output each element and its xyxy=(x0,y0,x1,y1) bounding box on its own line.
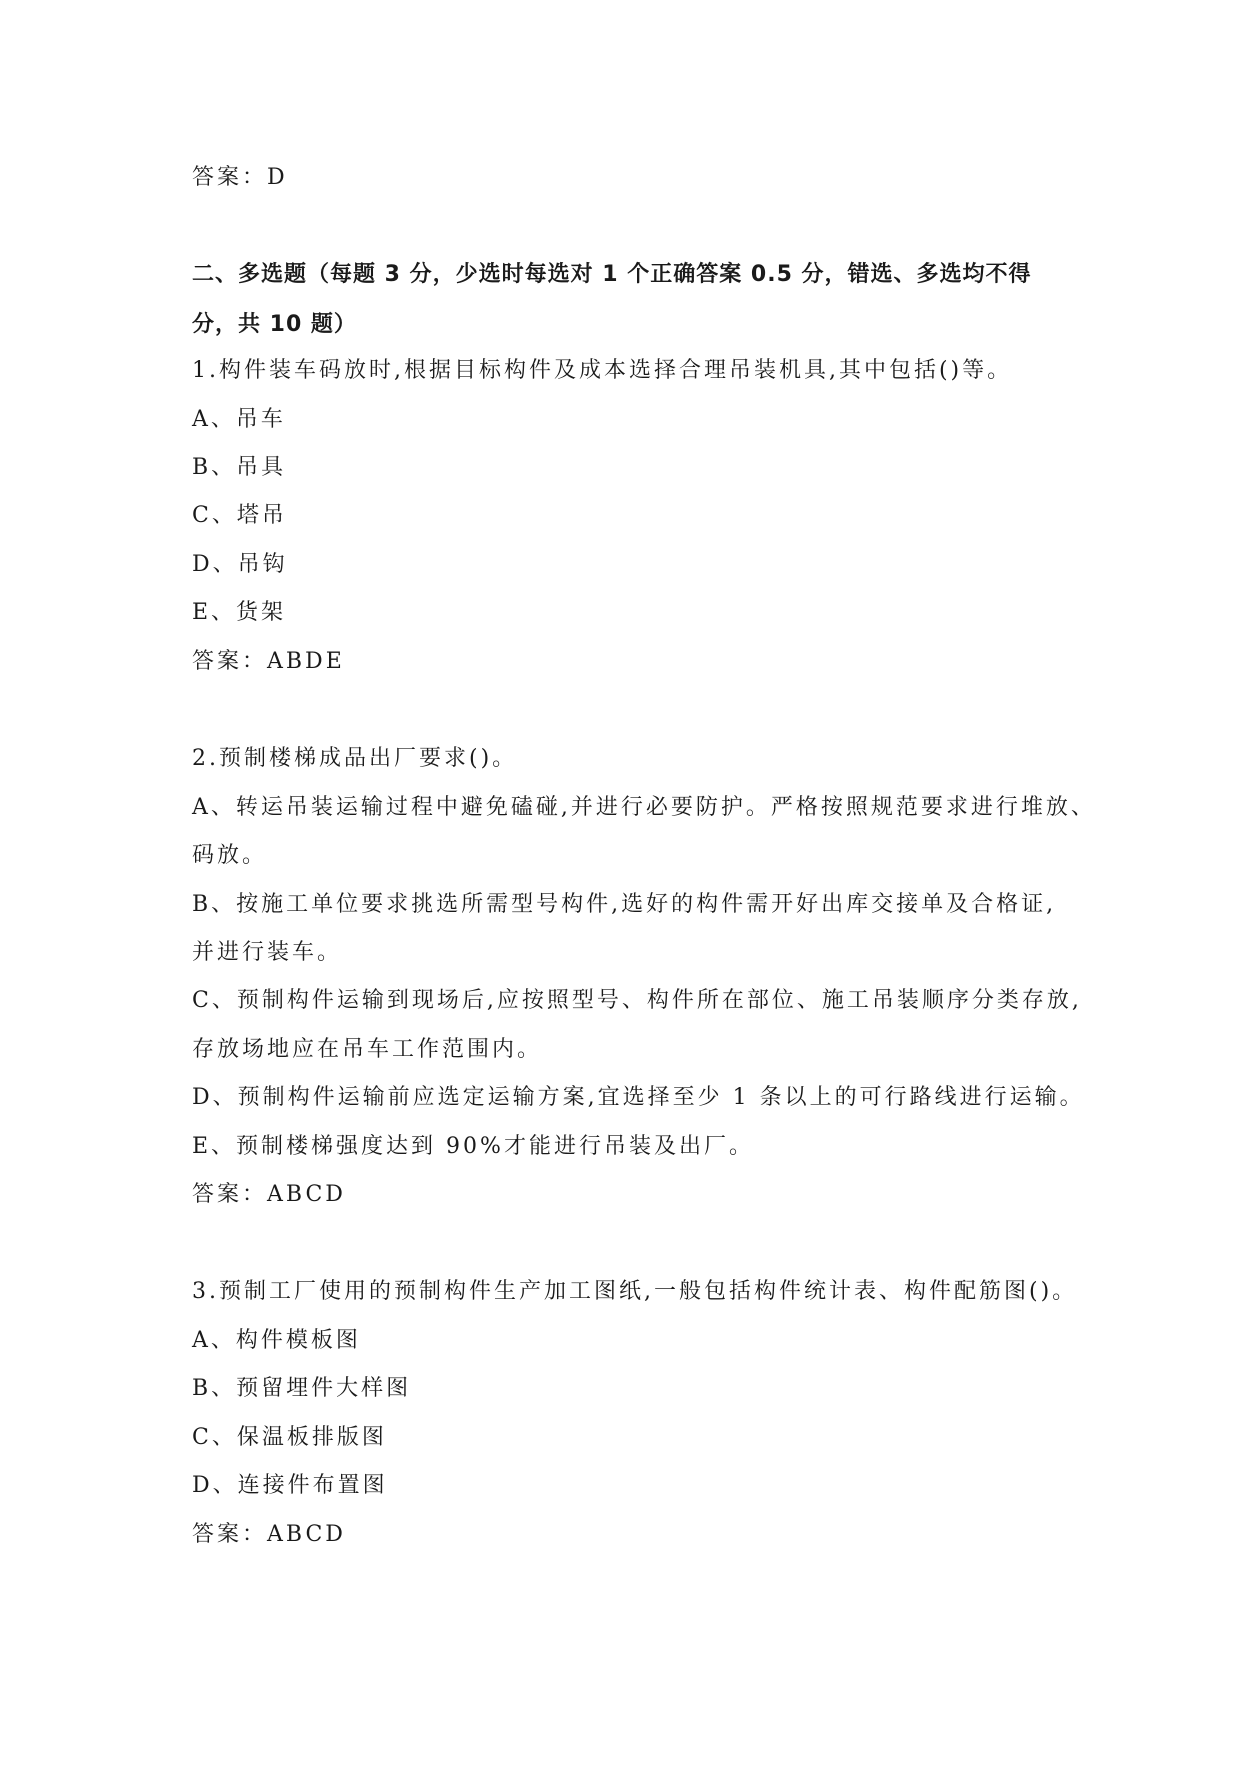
question-2-option-b-line-1: B、按施工单位要求挑选所需型号构件,选好的构件需开好出库交接单及合格证, xyxy=(192,892,1057,917)
question-1-option-d: D、吊钩 xyxy=(192,552,288,577)
question-3-option-d: D、连接件布置图 xyxy=(192,1473,388,1498)
question-2-option-a-line-2: 码放。 xyxy=(192,843,268,868)
question-2-option-c-line-1: C、预制构件运输到现场后,应按照型号、构件所在部位、施工吊装顺序分类存放, xyxy=(192,988,1082,1013)
question-1-stem: 1.构件装车码放时,根据目标构件及成本选择合理吊装机具,其中包括()等。 xyxy=(192,358,1013,383)
question-3-answer: 答案：ABCD xyxy=(192,1522,346,1547)
question-2-option-d: D、预制构件运输前应选定运输方案,宜选择至少 1 条以上的可行路线进行运输。 xyxy=(192,1085,1085,1110)
question-1-option-c: C、塔吊 xyxy=(192,503,287,528)
question-2-option-c-line-2: 存放场地应在吊车工作范围内。 xyxy=(192,1037,543,1062)
question-1-answer: 答案：ABDE xyxy=(192,649,345,674)
section-title-line-1: 二、多选题（每题 3 分，少选时每选对 1 个正确答案 0.5 分，错选、多选均不得 xyxy=(192,262,1032,287)
question-3-stem: 3.预制工厂使用的预制构件生产加工图纸,一般包括构件统计表、构件配筋图()。 xyxy=(192,1279,1078,1304)
question-2-option-a-line-1: A、转运吊装运输过程中避免磕碰,并进行必要防护。严格按照规范要求进行堆放、 xyxy=(192,795,1096,820)
question-1-option-a: A、吊车 xyxy=(192,407,286,432)
question-3-option-c: C、保温板排版图 xyxy=(192,1425,387,1450)
question-2-answer: 答案：ABCD xyxy=(192,1182,346,1207)
question-3-option-a: A、构件模板图 xyxy=(192,1328,361,1353)
question-1-option-b: B、吊具 xyxy=(192,455,287,480)
question-2-option-b-line-2: 并进行装车。 xyxy=(192,940,343,965)
question-3-option-b: B、预留埋件大样图 xyxy=(192,1376,412,1401)
previous-answer: 答案：D xyxy=(192,165,288,190)
question-2-option-e: E、预制楼梯强度达到 90%才能进行吊装及出厂。 xyxy=(192,1134,754,1159)
question-2-stem: 2.预制楼梯成品出厂要求()。 xyxy=(192,746,518,771)
question-1-option-e: E、货架 xyxy=(192,600,287,625)
section-title-line-2: 分，共 10 题） xyxy=(192,312,357,337)
